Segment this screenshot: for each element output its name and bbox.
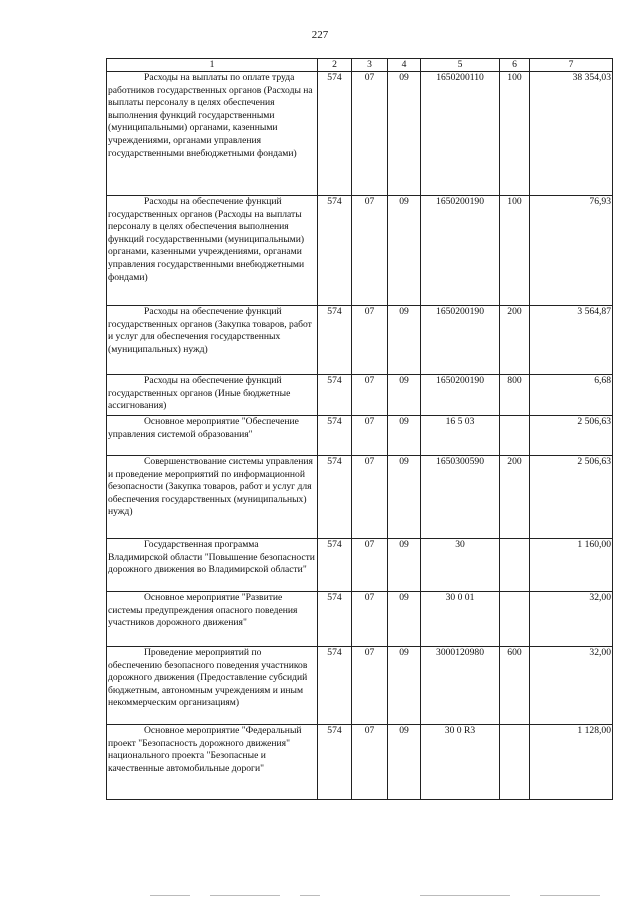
scan-noise	[0, 893, 640, 899]
subsection-code: 09	[388, 539, 421, 592]
table-row	[107, 456, 613, 539]
table-row	[107, 72, 613, 196]
ministry-code: 574	[318, 375, 352, 416]
expense-type-code: 600	[500, 647, 530, 725]
table-row	[107, 306, 613, 375]
expense-type-code: 100	[500, 72, 530, 196]
section-code: 07	[352, 416, 388, 456]
subsection-code: 09	[388, 72, 421, 196]
section-code: 07	[352, 375, 388, 416]
row-description: Основное мероприятие "Развитие системы предупреждения опасного поведения участников дорожного движения"	[107, 592, 318, 647]
target-code: 1650200110	[421, 72, 500, 196]
ministry-code: 574	[318, 456, 352, 539]
ministry-code: 574	[318, 539, 352, 592]
column-header: 3	[352, 59, 388, 72]
table-row	[107, 196, 613, 306]
subsection-code: 09	[388, 416, 421, 456]
ministry-code: 574	[318, 725, 352, 800]
column-header: 5	[421, 59, 500, 72]
row-description: Государственная программа Владимирской области "Повышение безопасности дорожного движения во Владимирской области"	[107, 539, 318, 592]
subsection-code: 09	[388, 196, 421, 306]
table-row	[107, 539, 613, 592]
column-header: 6	[500, 59, 530, 72]
table-row	[107, 375, 613, 416]
target-code: 1650200190	[421, 306, 500, 375]
amount: 32,00	[530, 647, 613, 725]
amount: 1 128,00	[530, 725, 613, 800]
target-code: 3000120980	[421, 647, 500, 725]
ministry-code: 574	[318, 72, 352, 196]
section-code: 07	[352, 592, 388, 647]
section-code: 07	[352, 196, 388, 306]
page-number: 227	[311, 29, 329, 41]
row-description: Проведение мероприятий по обеспечению безопасного поведения участников дорожного движения (Предоставление субсидий бюджетным, автономным учреждениям и иным некоммерческим организациям)	[107, 647, 318, 725]
section-code: 07	[352, 456, 388, 539]
row-description: Расходы на обеспечение функций государственных органов (Закупка товаров, работ и услуг для обеспечения государственных (муниципальных) нужд)	[107, 306, 318, 375]
column-header: 2	[318, 59, 352, 72]
expense-type-code	[500, 592, 530, 647]
amount: 38 354,03	[530, 72, 613, 196]
subsection-code: 09	[388, 375, 421, 416]
section-code: 07	[352, 306, 388, 375]
expense-type-code	[500, 539, 530, 592]
subsection-code: 09	[388, 306, 421, 375]
subsection-code: 09	[388, 592, 421, 647]
row-description: Основное мероприятие "Обеспечение управления системой образования"	[107, 416, 318, 456]
target-code: 1650300590	[421, 456, 500, 539]
column-header: 1	[107, 59, 318, 72]
target-code: 1650200190	[421, 196, 500, 306]
amount: 2 506,63	[530, 456, 613, 539]
amount: 1 160,00	[530, 539, 613, 592]
subsection-code: 09	[388, 456, 421, 539]
target-code: 30	[421, 539, 500, 592]
row-description: Расходы на обеспечение функций государственных органов (Расходы на выплаты персоналу в целях обеспечения выполнения функций государственными (муниципальными) органами, казенными учреждениями, органами управления государственными внебюджетными фондами)	[107, 196, 318, 306]
amount: 2 506,63	[530, 416, 613, 456]
budget-table	[106, 58, 613, 800]
row-description: Совершенствование системы управления и проведение мероприятий по информационной безопасности (Закупка товаров, работ и услуг для обеспечения государственных (муниципальных) нужд)	[107, 456, 318, 539]
column-header: 4	[388, 59, 421, 72]
amount: 6,68	[530, 375, 613, 416]
section-code: 07	[352, 725, 388, 800]
table-row	[107, 725, 613, 800]
ministry-code: 574	[318, 196, 352, 306]
column-header: 7	[530, 59, 613, 72]
ministry-code: 574	[318, 592, 352, 647]
subsection-code: 09	[388, 725, 421, 800]
expense-type-code: 800	[500, 375, 530, 416]
amount: 3 564,87	[530, 306, 613, 375]
section-code: 07	[352, 647, 388, 725]
section-code: 07	[352, 539, 388, 592]
row-description: Расходы на обеспечение функций государственных органов (Иные бюджетные ассигнования)	[107, 375, 318, 416]
amount: 32,00	[530, 592, 613, 647]
target-code: 1650200190	[421, 375, 500, 416]
section-code: 07	[352, 72, 388, 196]
target-code: 30 0 01	[421, 592, 500, 647]
subsection-code: 09	[388, 647, 421, 725]
ministry-code: 574	[318, 647, 352, 725]
expense-type-code: 200	[500, 306, 530, 375]
target-code: 16 5 03	[421, 416, 500, 456]
table-row	[107, 416, 613, 456]
amount: 76,93	[530, 196, 613, 306]
row-description: Расходы на выплаты по оплате труда работников государственных органов (Расходы на выплаты персоналу в целях обеспечения выполнения функций государственными (муниципальными) органами, казенными учреждениями, органами управления государственными внебюджетными фондами)	[107, 72, 318, 196]
row-description: Основное мероприятие "Федеральный проект "Безопасность дорожного движения" национального проекта "Безопасные и качественные автомобильные дороги"	[107, 725, 318, 800]
table-row	[107, 647, 613, 725]
ministry-code: 574	[318, 416, 352, 456]
expense-type-code: 200	[500, 456, 530, 539]
target-code: 30 0 R3	[421, 725, 500, 800]
expense-type-code: 100	[500, 196, 530, 306]
ministry-code: 574	[318, 306, 352, 375]
table-header-row	[107, 59, 613, 72]
expense-type-code	[500, 416, 530, 456]
expense-type-code	[500, 725, 530, 800]
table-row	[107, 592, 613, 647]
